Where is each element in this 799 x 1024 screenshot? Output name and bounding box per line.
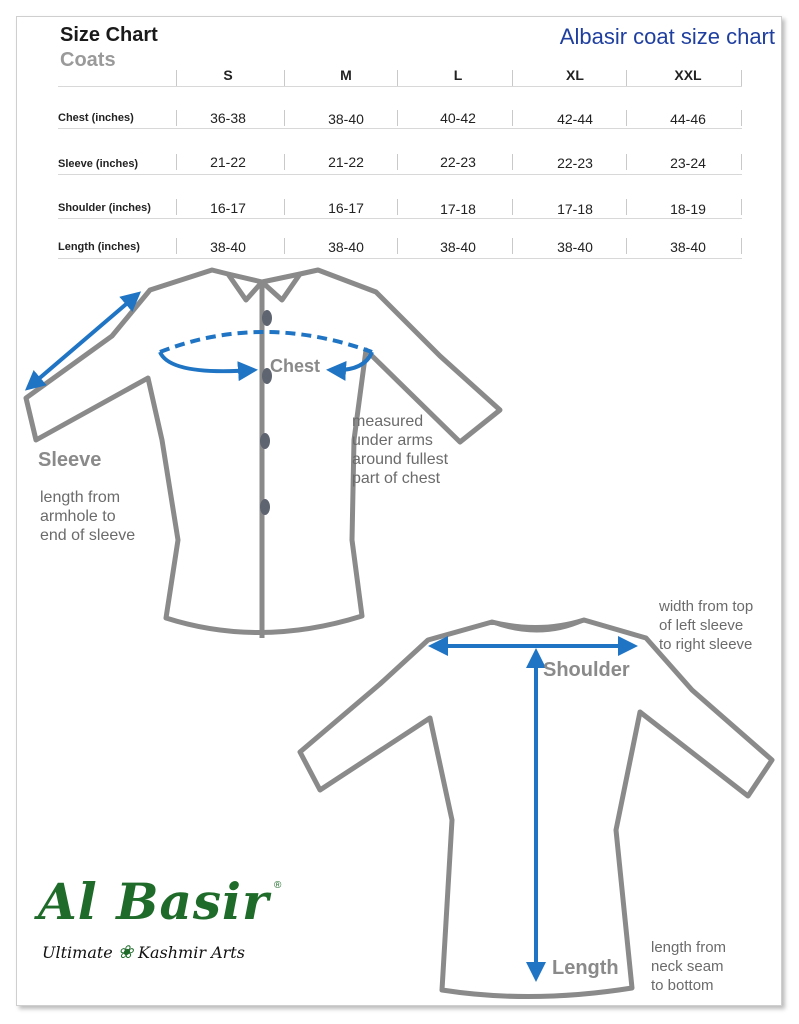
size-header-l: L: [453, 67, 463, 83]
length-label: Length: [552, 957, 619, 979]
table-cell: 23-24: [670, 155, 706, 171]
logo-registered: ®: [274, 880, 282, 891]
chest-note: measured under arms around fullest part of chest: [352, 413, 449, 487]
table-cell: 38-40: [328, 111, 364, 127]
size-header-xxl: XXL: [674, 67, 702, 83]
row-label-chest: Chest (inches): [58, 112, 134, 124]
chest-label: Chest: [270, 356, 321, 376]
table-cell: 36-38: [210, 110, 246, 126]
table-cell: 38-40: [557, 239, 593, 255]
page-title: Size Chart: [60, 24, 158, 46]
brand-chart-title: Albasir coat size chart: [559, 24, 775, 49]
page-subtitle: Coats: [60, 49, 116, 71]
shoulder-note: width from top of left sleeve to right sleeve: [659, 598, 754, 653]
logo-wordmark: Al Basir: [38, 872, 270, 931]
table-cell: 42-44: [557, 111, 593, 127]
table-cell: 21-22: [328, 154, 364, 170]
logo-tagline: [42, 942, 245, 963]
table-cell: 22-23: [557, 155, 593, 171]
table-cell: 38-40: [670, 239, 706, 255]
table-cell: 17-18: [557, 201, 593, 217]
size-header-s: S: [223, 67, 233, 83]
table-cell: 38-40: [440, 239, 476, 255]
row-label-shoulder: Shoulder (inches): [58, 202, 151, 214]
table-cell: 16-17: [210, 200, 246, 216]
table-cell: 18-19: [670, 201, 706, 217]
sleeve-note: length from armhole to end of sleeve: [40, 489, 136, 544]
table-cell: 22-23: [440, 154, 476, 170]
size-header-xl: XL: [566, 67, 584, 83]
table-cell: 44-46: [670, 111, 706, 127]
table-cell: 16-17: [328, 200, 364, 216]
sleeve-label: Sleeve: [38, 449, 102, 471]
albasir-logo: [38, 872, 288, 972]
table-cell: 38-40: [328, 239, 364, 255]
shoulder-label: Shoulder: [543, 659, 630, 681]
table-cell: 21-22: [210, 154, 246, 170]
row-label-length: Length (inches): [58, 241, 140, 253]
length-note: length from neck seam to bottom: [651, 939, 727, 994]
chinar-leaf-icon: ❀: [117, 942, 133, 963]
logo-tagline-left: Ultimate: [42, 943, 113, 962]
table-cell: 38-40: [210, 239, 246, 255]
table-cell: 17-18: [440, 201, 476, 217]
size-header-m: M: [340, 67, 352, 83]
logo-tagline-right: Kashmir Arts: [138, 943, 245, 962]
table-cell: 40-42: [440, 110, 476, 126]
row-label-sleeve: Sleeve (inches): [58, 158, 139, 170]
